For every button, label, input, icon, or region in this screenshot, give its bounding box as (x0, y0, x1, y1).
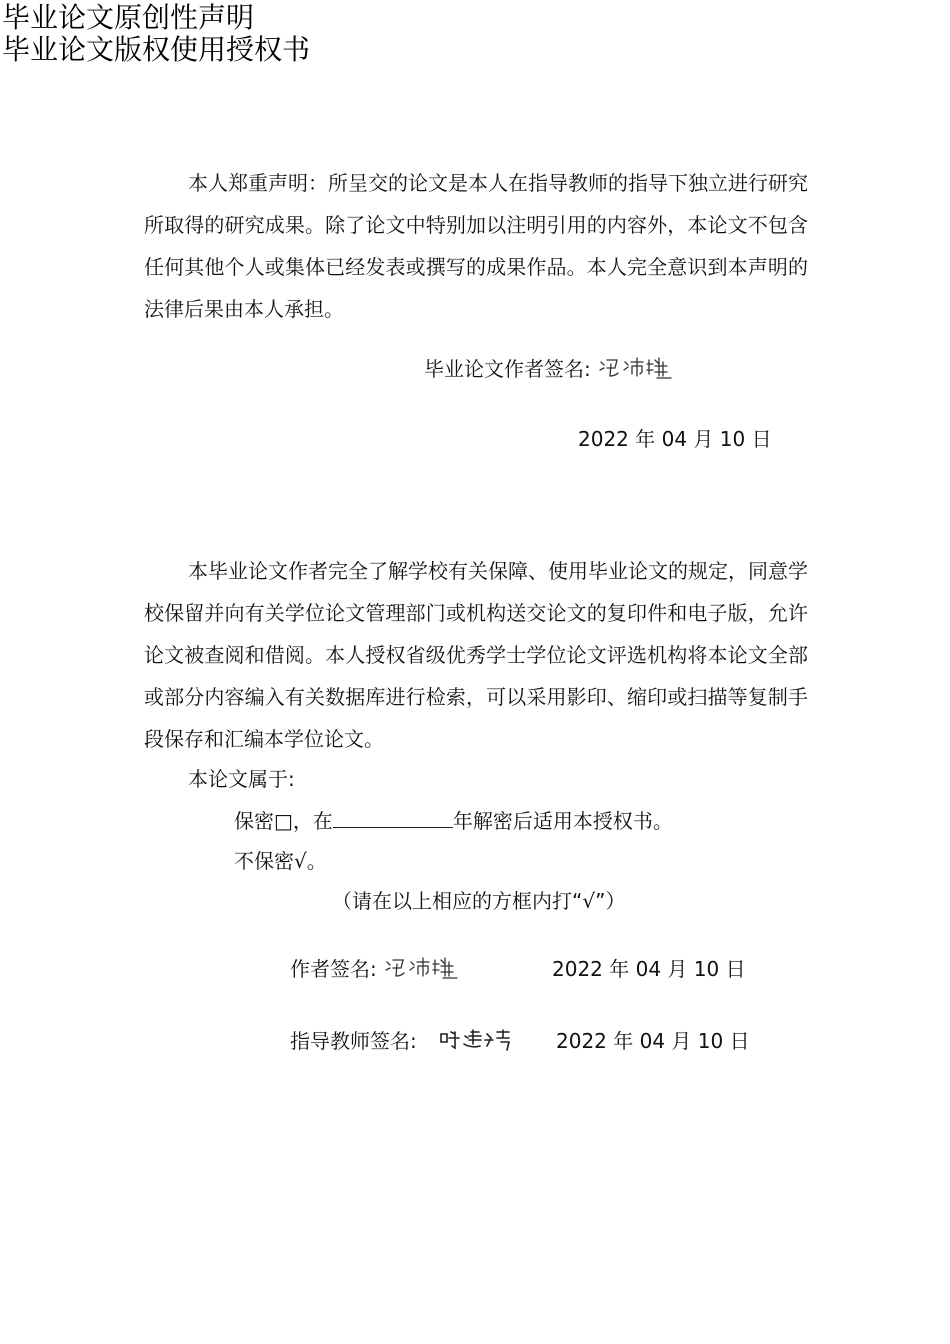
author-date: 2022 年 04 月 10 日 (552, 957, 746, 981)
advisor-handwritten-signature (437, 1026, 515, 1056)
declassify-year-blank (333, 807, 453, 828)
author-signature-line (290, 954, 461, 984)
originality-signature-label: 毕业论文作者签名: (424, 357, 591, 381)
authorization-statement: 本毕业论文作者完全了解学校有关保障、使用毕业论文的规定，同意学校保留并向有关学位论文管理部门或机构送交论文的复印件和电子版，允许论文被查阅和借阅。本人授权省级优秀学士学位论文评选机构将本论文全部或部分内容编入有关数据库进行检索，可以采用影印、缩印或扫描等复制手段保存和汇编本学位论文。 (144, 559, 808, 751)
page-headings (2, 2, 310, 66)
confidential-option (234, 806, 673, 836)
author-handwritten-signature (597, 354, 675, 384)
originality-statement: 本人郑重声明：所呈交的论文是本人在指导教师的指导下独立进行研究所取得的研究成果。除了论文中特别加以注明引用的内容外，本论文不包含任何其他个人或集体已经发表或撰写的成果作品。本人完全意识到本声明的法律后果由本人承担。 (144, 171, 808, 321)
originality-date: 2022 年 04 月 10 日 (578, 427, 772, 451)
advisor-date: 2022 年 04 月 10 日 (556, 1029, 750, 1053)
advisor-signature-line (290, 1026, 515, 1056)
author-signature-label: 作者签名: (290, 957, 377, 981)
belongs-label: 本论文属于: (188, 767, 295, 791)
confidential-suffix: 年解密后适用本授权书。 (452, 809, 673, 833)
originality-title: 毕业论文原创性声明 (2, 1, 255, 34)
originality-signature-line (424, 354, 675, 384)
confidential-prefix: 保密□，在 (234, 809, 333, 833)
checkbox-instruction: （请在以上相应的方框内打“√”） (332, 889, 626, 913)
copyright-title: 毕业论文版权使用授权书 (2, 33, 311, 66)
not-confidential-option: 不保密√。 (234, 849, 327, 873)
advisor-signature-label: 指导教师签名: (290, 1029, 417, 1053)
author-handwritten-signature-2 (383, 954, 461, 984)
